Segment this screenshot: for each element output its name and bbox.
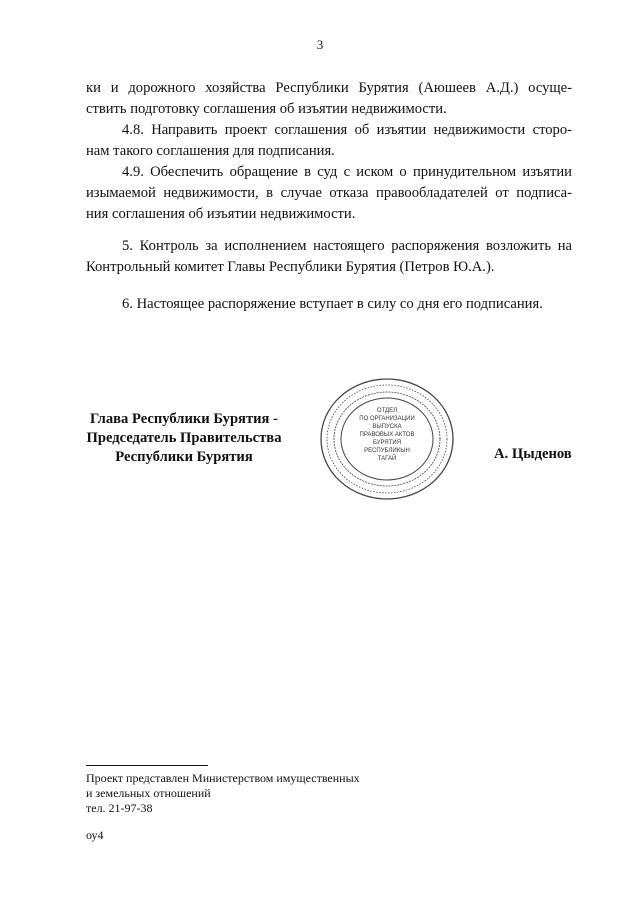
signatory-title-line: Глава Республики Бурятия - <box>90 411 278 427</box>
text-line: 4.9. Обеспечить обращение в суд с иском о принудительном изъятии <box>122 164 572 180</box>
paragraph-5 <box>86 236 572 278</box>
paragraph-4-9 <box>86 162 572 225</box>
paragraph-continuation <box>86 78 572 120</box>
document-code: оу4 <box>86 828 104 842</box>
seal-text: БУРЯТИЯ <box>372 440 402 446</box>
text-line: ния соглашения об изъятии недвижимости. <box>86 206 356 222</box>
seal-text: РЕСПУБЛИКЫН <box>364 448 410 454</box>
signatory-name: А. Цыденов <box>494 446 572 462</box>
official-seal <box>318 376 456 502</box>
seal-text: ТАГАЙ <box>377 456 397 462</box>
text-line: Контрольный комитет Главы Республики Бурятия (Петров Ю.А.). <box>86 259 495 275</box>
page-number: 3 <box>316 37 324 52</box>
text-line: 4.8. Направить проект соглашения об изъятии недвижимости сторо- <box>122 122 572 138</box>
signatory-title-line: Председатель Правительства <box>86 430 282 446</box>
seal-text-ring <box>327 385 447 493</box>
footnote <box>86 771 360 816</box>
footnote-line: тел. 21-97-38 <box>86 801 153 815</box>
text-line: 6. Настоящее распоряжение вступает в силу со дня его подписания. <box>122 296 543 312</box>
seal-text: ОТДЕЛ <box>376 408 398 414</box>
seal-text: ПО ОРГАНИЗАЦИИ <box>359 416 415 422</box>
text-line: ки и дорожного хозяйства Республики Бурятия (Аюшеев А.Д.) осуще- <box>86 80 572 96</box>
paragraph-6 <box>86 294 572 315</box>
seal-text: ПРАВОВЫХ АКТОВ <box>359 432 415 438</box>
signatory-title-line: Республики Бурятия <box>115 449 253 465</box>
text-line: ствить подготовку соглашения об изъятии недвижимости. <box>86 101 447 117</box>
text-line: нам такого соглашения для подписания. <box>86 143 335 159</box>
footnote-line: Проект представлен Министерством имущественных <box>86 771 360 785</box>
footnote-divider <box>86 765 208 766</box>
text-line: 5. Контроль за исполнением настоящего распоряжения возложить на <box>122 238 572 254</box>
footnote-line: и земельных отношений <box>86 786 211 800</box>
paragraph-4-8 <box>86 120 572 162</box>
seal-text-ring-inner <box>334 392 440 486</box>
signatory-title <box>64 410 304 467</box>
text-line: изымаемой недвижимости, в случае отказа правообладателей от подписа- <box>86 185 572 201</box>
seal-text: ВЫПУСКА <box>372 424 402 430</box>
